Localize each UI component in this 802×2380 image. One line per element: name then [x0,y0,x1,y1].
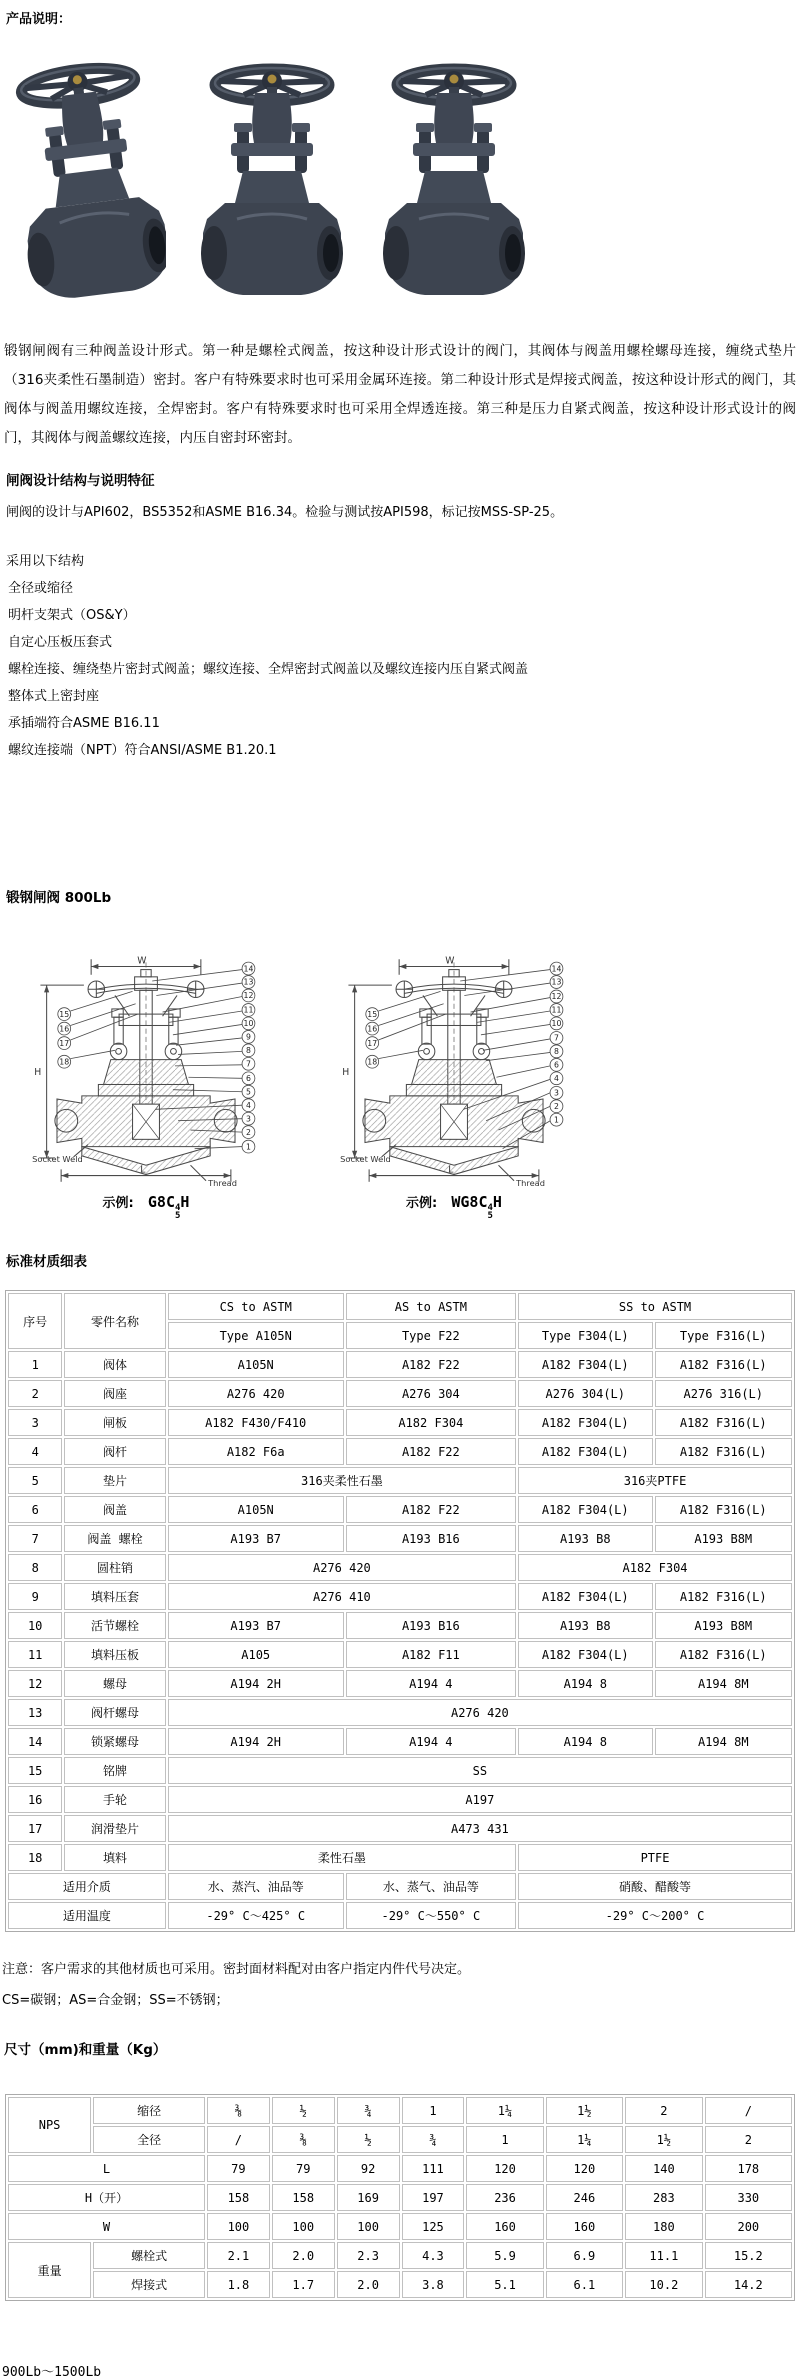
valve-photo-2 [196,43,348,321]
callout-number: 14 [243,964,254,974]
cell: 160 [546,2213,623,2240]
header-row [8,1293,792,1320]
cell: A276 304 [346,1380,516,1407]
cell-no: 11 [8,1641,62,1668]
cell: -29° C～550° C [346,1902,516,1929]
cell: A276 410 [168,1583,516,1610]
callout-number: 10 [551,1019,562,1029]
col-header: Type A105N [168,1322,344,1349]
cell: 1½ [625,2126,703,2153]
cell: ¾ [337,2097,400,2124]
row-label: W [8,2213,205,2240]
cell: 125 [402,2213,465,2240]
callout-number: 15 [59,1009,70,1019]
table-row [8,1467,792,1494]
col-header: NPS [8,2097,91,2153]
cell: 2.0 [272,2242,335,2269]
cell: ½ [337,2126,400,2153]
cell: A193 B16 [346,1525,516,1552]
table-row [8,1641,792,1668]
row-label: H（开） [8,2184,205,2211]
example-code-left [32,1192,260,1220]
callout-number: 3 [246,1114,251,1124]
cell: A193 B8M [655,1525,792,1552]
cell: 92 [337,2155,400,2182]
col-header: Type F22 [346,1322,516,1349]
cell: 178 [705,2155,792,2182]
callout-number: 11 [243,1005,254,1015]
cell: A105 [168,1641,344,1668]
table-row [8,1728,792,1755]
table-row [8,1380,792,1407]
page-title: 产品说明： [6,12,72,27]
cell: -29° C～425° C [168,1902,344,1929]
table-row [8,1786,792,1813]
material-table-heading: 标准材质细表 [6,1254,87,1270]
cell: PTFE [518,1844,792,1871]
cell: 1½ [546,2097,623,2124]
cell-no: 3 [8,1409,62,1436]
cell: 100 [207,2213,270,2240]
callout-number: 4 [246,1100,251,1110]
feature-item: 明杆支架式（OS&Y） [8,608,136,623]
diagram-row [32,952,802,1220]
cell-no: 5 [8,1467,62,1494]
cell: 111 [402,2155,465,2182]
cell: 2.0 [337,2271,400,2298]
callout-number: 12 [551,992,562,1002]
cell: A182 F316(L) [655,1409,792,1436]
col-header: Type F316(L) [655,1322,792,1349]
cell: A182 F304(L) [518,1583,652,1610]
pressure-range-footer: 900Lb～1500Lb [2,2365,102,2380]
cell: / [705,2097,792,2124]
table-row [8,1670,792,1697]
cell-no: 10 [8,1612,62,1639]
cell: 169 [337,2184,400,2211]
cell-no: 15 [8,1757,62,1784]
cell: 3.8 [402,2271,465,2298]
callout-number: 17 [367,1038,378,1048]
cell: 100 [272,2213,335,2240]
cell: A182 F316(L) [655,1496,792,1523]
cell-part: 手轮 [64,1786,165,1813]
callout-number: 7 [554,1033,559,1043]
table-row [8,1583,792,1610]
cell-no: 4 [8,1438,62,1465]
cell-no: 13 [8,1699,62,1726]
callout-number: 12 [243,991,254,1001]
note-line-1: 注意：客户需求的其他材质也可采用。密封面材料配对由客户指定内件代号决定。 [2,1962,471,1977]
cell: A193 B8M [655,1612,792,1639]
valve-photo-1 [14,43,166,321]
feature-item: 自定心压板压套式 [8,635,113,650]
cell: -29° C～200° C [518,1902,792,1929]
feature-item: 全径或缩径 [8,581,74,596]
cell: A194 2H [168,1670,344,1697]
cell: A182 F22 [346,1438,516,1465]
cell: A182 F316(L) [655,1438,792,1465]
cell: 2 [625,2097,703,2124]
cell-part: 垫片 [64,1467,165,1494]
col-header: AS to ASTM [346,1293,516,1320]
cell-no: 14 [8,1728,62,1755]
callout-number: 18 [367,1057,378,1067]
cell-part: 闸板 [64,1409,165,1436]
diagram-socket-weld [32,952,260,1220]
cell: A193 B16 [346,1612,516,1639]
cell: 1¼ [546,2126,623,2153]
table-row [8,1844,792,1871]
cell: A182 F304 [346,1409,516,1436]
cell: 180 [625,2213,703,2240]
cell-part: 圆柱销 [64,1554,165,1581]
cell-part: 阀体 [64,1351,165,1378]
cell: 283 [625,2184,703,2211]
cell: A194 8 [518,1670,652,1697]
callout-number: 11 [551,1005,562,1015]
cell: A276 420 [168,1699,792,1726]
table-row [8,2126,792,2153]
cell-part: 阀杆 [64,1438,165,1465]
cell: A194 8M [655,1728,792,1755]
cell: A105N [168,1351,344,1378]
cell-no: 1 [8,1351,62,1378]
callout-number: 2 [246,1127,251,1137]
cell: A276 316(L) [655,1380,792,1407]
row-label: 重量 [8,2242,91,2298]
cell: ½ [272,2097,335,2124]
cell: A182 F22 [346,1351,516,1378]
cell: A182 F304(L) [518,1351,652,1378]
temperature-row [8,1902,792,1929]
table-row [8,2271,792,2298]
table-row [8,1815,792,1842]
cell: 2 [705,2126,792,2153]
cell: SS [168,1757,792,1784]
cell: ⅜ [207,2097,270,2124]
cell: A193 B7 [168,1525,344,1552]
cell: A194 4 [346,1728,516,1755]
cell: A182 F304(L) [518,1496,652,1523]
dimension-heading: 尺寸（mm)和重量（Kg） [4,2042,167,2058]
cell: A194 8 [518,1728,652,1755]
cell-part: 螺母 [64,1670,165,1697]
material-table [5,1290,795,1932]
callout-number: 9 [246,1032,251,1042]
cell-part: 阀杆螺母 [64,1699,165,1726]
cell: 79 [207,2155,270,2182]
cell: A197 [168,1786,792,1813]
callout-number: 4 [554,1073,559,1083]
cell: A182 F316(L) [655,1583,792,1610]
cell: 10.2 [625,2271,703,2298]
cell: 79 [272,2155,335,2182]
example-code-right [340,1192,568,1220]
callout-number: 2 [554,1101,559,1111]
valve-photo-3 [378,43,530,321]
cell: A276 304(L) [518,1380,652,1407]
media-row [8,1873,792,1900]
cell: 330 [705,2184,792,2211]
cell: 246 [546,2184,623,2211]
callout-number: 17 [59,1038,70,1048]
cell-part: 锁紧螺母 [64,1728,165,1755]
example-label: 示例: [406,1196,438,1211]
cell-part: 填料 [64,1844,165,1871]
cell-no: 6 [8,1496,62,1523]
cell: 柔性石墨 [168,1844,516,1871]
cell-no: 18 [8,1844,62,1871]
cell: ⅜ [272,2126,335,2153]
row-label: 螺栓式 [93,2242,205,2269]
cell: 120 [466,2155,543,2182]
table-row [8,1612,792,1639]
table-row [8,2155,792,2182]
table-row [8,1496,792,1523]
col-header: SS to ASTM [518,1293,792,1320]
cell-no: 8 [8,1554,62,1581]
cell: A182 F11 [346,1641,516,1668]
col-header: CS to ASTM [168,1293,344,1320]
cell: 158 [207,2184,270,2211]
table-row [8,2097,792,2124]
gate-valve-drawing-left [32,952,260,1188]
intro-paragraph: 锻钢闸阀有三种阀盖设计形式。第一种是螺栓式阀盖，按这种设计形式设计的阀门，其阀体与阀盖用螺栓螺母连接，缠绕式垫片（316夹柔性石墨制造）密封。客户有特殊要求时也可采用金属环连接。第二种设计形式是焊接式阀盖，按这种设计形式的阀门，其阀体与阀盖用螺纹连接，全焊密封。客户有特殊要求时也可采用全焊透连接。第三种是压力自紧式阀盖，按这种设计形式设计的阀门，其阀体与阀盖螺纹连接，内压自密封环密封。 [4,343,796,446]
cell: A182 F304(L) [518,1641,652,1668]
cell: 水、蒸气、油品等 [346,1873,516,1900]
table-row [8,1409,792,1436]
cell: A194 2H [168,1728,344,1755]
cell: ¾ [402,2126,465,2153]
note-line-2: CS=碳钢；AS=合金钢；SS=不锈钢； [2,1993,229,2008]
cell: 197 [402,2184,465,2211]
table-row [8,1554,792,1581]
row-label: 适用温度 [8,1902,166,1929]
cell: A182 F430/F410 [168,1409,344,1436]
dimension-table [5,2094,795,2301]
feature-item: 整体式上密封座 [8,689,100,704]
cell-part: 润滑垫片 [64,1815,165,1842]
cell: / [207,2126,270,2153]
cell: A194 4 [346,1670,516,1697]
table-row [8,2242,792,2269]
col-header: 零件名称 [64,1293,165,1349]
cell: 1.8 [207,2271,270,2298]
design-heading: 闸阀设计结构与说明特征 [6,473,155,489]
cell: A193 B8 [518,1525,652,1552]
gate-valve-drawing-right [340,952,568,1188]
callout-number: 3 [554,1088,559,1098]
cell: 120 [546,2155,623,2182]
callout-number: 16 [367,1024,378,1034]
cell-no: 9 [8,1583,62,1610]
callout-number: 18 [59,1057,70,1067]
callout-number: 5 [246,1087,251,1097]
row-label: L [8,2155,205,2182]
cell: 11.1 [625,2242,703,2269]
callout-number: 10 [243,1019,254,1029]
cell: A194 8M [655,1670,792,1697]
cell: 236 [466,2184,543,2211]
callout-number: 14 [551,964,562,974]
cell-part: 铭牌 [64,1757,165,1784]
cell-part: 活节螺栓 [64,1612,165,1639]
table-row [8,1438,792,1465]
cell: A182 F6a [168,1438,344,1465]
example-code: G8C 4 5 H [147,1193,190,1221]
cell: 水、蒸汽、油品等 [168,1873,344,1900]
cell: 158 [272,2184,335,2211]
cell: 15.2 [705,2242,792,2269]
callout-number: 6 [554,1060,559,1070]
cell: 316夹PTFE [518,1467,792,1494]
structure-intro: 采用以下结构 [6,554,85,569]
product-photos [14,43,802,321]
callout-number: 13 [243,977,254,987]
feature-item: 螺纹连接端（NPT）符合ANSI/ASME B1.20.1 [8,743,277,758]
feature-item: 螺栓连接、缠绕垫片密封式阀盖；螺纹连接、全焊密封式阀盖以及螺纹连接内压自紧式阀盖 [8,662,529,677]
cell-part: 填料压套 [64,1583,165,1610]
cell-no: 16 [8,1786,62,1813]
cell: 5.9 [466,2242,543,2269]
callout-number: 13 [551,977,562,987]
example-code: WG8C 4 5 H [451,1193,502,1221]
example-label: 示例: [102,1196,134,1211]
cell: A473 431 [168,1815,792,1842]
cell-part: 阀座 [64,1380,165,1407]
cell: A182 F316(L) [655,1351,792,1378]
standards-line: 闸阀的设计与API602，BS5352和ASME B16.34。检验与测试按API598，标记按MSS-SP-25。 [6,505,564,520]
callout-number: 15 [367,1009,378,1019]
row-label: 全径 [93,2126,205,2153]
cell-part: 填料压板 [64,1641,165,1668]
cell-no: 7 [8,1525,62,1552]
cell: 5.1 [466,2271,543,2298]
cell: 200 [705,2213,792,2240]
cell-part: 阀盖 螺栓 [64,1525,165,1552]
col-header: 序号 [8,1293,62,1349]
cell-no: 2 [8,1380,62,1407]
table-row [8,1699,792,1726]
cell-no: 12 [8,1670,62,1697]
diagrams-heading: 锻钢闸阀 800Lb [6,890,112,906]
cell: A276 420 [168,1380,344,1407]
row-label: 焊接式 [93,2271,205,2298]
cell: A182 F304(L) [518,1438,652,1465]
cell: 1 [466,2126,543,2153]
cell: 2.3 [337,2242,400,2269]
cell: 硝酸、醋酸等 [518,1873,792,1900]
table-row [8,2213,792,2240]
cell: 316夹柔性石墨 [168,1467,516,1494]
cell: 2.1 [207,2242,270,2269]
cell: 1 [402,2097,465,2124]
callout-number: 16 [59,1024,70,1034]
table-row [8,1525,792,1552]
row-label: 缩径 [93,2097,205,2124]
cell: 100 [337,2213,400,2240]
callout-number: 8 [246,1046,251,1056]
col-header: Type F304(L) [518,1322,652,1349]
feature-item: 承插端符合ASME B16.11 [8,716,160,731]
cell: 14.2 [705,2271,792,2298]
cell: A193 B8 [518,1612,652,1639]
cell: A276 420 [168,1554,516,1581]
diagram-welded-bonnet [340,952,568,1220]
row-label: 适用介质 [8,1873,166,1900]
callout-number: 6 [246,1073,251,1083]
cell: A105N [168,1496,344,1523]
cell-part: 阀盖 [64,1496,165,1523]
cell: 6.1 [546,2271,623,2298]
cell: 6.9 [546,2242,623,2269]
cell: A193 B7 [168,1612,344,1639]
cell: A182 F304(L) [518,1409,652,1436]
cell: 160 [466,2213,543,2240]
callout-number: 1 [554,1115,559,1125]
cell: A182 F304 [518,1554,792,1581]
callout-number: 1 [246,1142,251,1152]
cell: 140 [625,2155,703,2182]
cell: A182 F316(L) [655,1641,792,1668]
table-row [8,2184,792,2211]
table-row [8,1351,792,1378]
cell: A182 F22 [346,1496,516,1523]
cell: 4.3 [402,2242,465,2269]
cell: 1.7 [272,2271,335,2298]
cell-no: 17 [8,1815,62,1842]
table-row [8,1757,792,1784]
callout-number: 7 [246,1059,251,1069]
callout-number: 8 [554,1047,559,1057]
cell: 1¼ [466,2097,543,2124]
